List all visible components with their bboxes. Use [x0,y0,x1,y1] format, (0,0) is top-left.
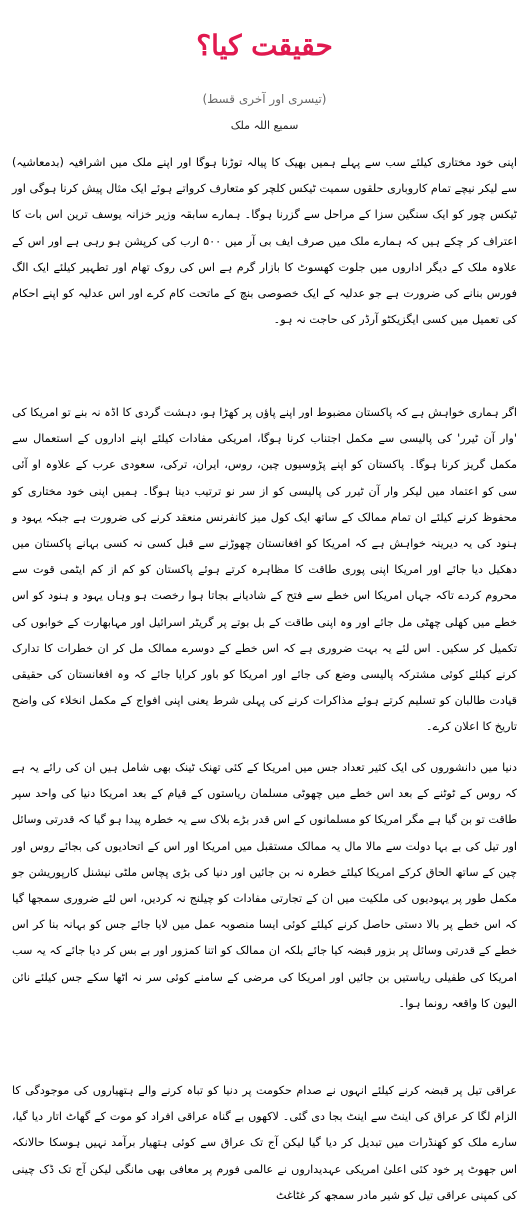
paragraph-2: اگر ہماری خواہش ہے کہ پاکستان مضبوط اور اپنے پاؤں پر کھڑا ہو، دہشت گردی کا اڈہ نہ بنے تو امریکا کی 'وار آن ٹیرر' کی پالیسی سے مکمل اجتناب کرنا ہوگا، امریکی مفادات کیلئے اپنے اداروں کے استعمال سے مکمل گریز کرنا ہوگا۔ پاکستان کو اپنے پڑوسیوں چین، روس، ایران، ترکی، سعودی عرب کے علاوہ او آئی سی کو اعتماد میں لیکر وار آن ٹیرر کی پالیسی کو از سر نو ترتیب دینا ہوگا۔ ہمیں اپنی خود مختاری کو محفوظ کرنے کیلئے ان تمام ممالک کے ساتھ ایک کول میز کانفرنس منعقد کرنے کی ضرورت ہے جبکہ یہود و ہنود کی یہ دیرینہ خواہش ہے کہ امریکا کو افغانستان چھوڑنے سے قبل کسی نہ کسی بہانے پاکستان میں دھکیل دیا جائے اور امریکا اپنی پوری طاقت کا مظاہرہ کرتے ہوئے پاکستان کو کم از کم ایٹمی قوت سے محروم کردے تاکہ جہاں امریکا اس خطے سے فتح کے شادیانے بجاتا ہوا رخصت ہو وہاں یہود و ہنود کو اس خطے میں کھلی چھٹی مل جائے اور وہ اپنی طاقت کے بل بوتے پر گریٹر اسرائیل اور مہابھارت کے خوابوں کی تکمیل کر سکیں۔ اس لئے یہ بہت ضروری ہے کہ اس خطے کے دوسرے ممالک مل کر ان خطرات کا تدارک کرنے کیلئے کوئی مشترکہ پالیسی وضع کی جائے اور امریکا کو باور کرایا جائے کہ وہ افغانستان کی حقیقی قیادت طالبان کو تسلیم کرتے ہوئے مذاکرات کرنے کی پہلی شرط یعنی اپنی افواج کے مکمل انخلاء کی واضح تاریخ کا اعلان کرے۔ [12,406,517,734]
article-subtitle: (تیسری اور آخری قسط) [202,92,327,106]
article-title: حقیقت کیا؟ [196,29,333,62]
paragraph-3: دنیا میں دانشوروں کی ایک کثیر تعداد جس میں امریکا کے کئی تھنک ٹینک بھی شامل ہیں ان کی رائے یہ ہے کہ روس کے ٹوٹنے کے بعد اس خطے میں چھوٹی مسلمان ریاستوں کے قیام کے بعد امریکا دنیا کی واحد سپر طاقت تو بن گیا ہے مگر امریکا کو مسلمانوں کے اس قدر بڑے بلاک سے یہ خطرہ پیدا ہو گیا کہ قدرتی وسائل اور تیل کی بے بہا دولت سے مالا مال یہ ممالک مستقبل میں امریکا اور اس کے اتحادیوں کی بجائے روس اور چین کے ساتھ الحاق کرکے امریکا کیلئے خطرہ نہ بن جائیں اور دنیا کی بڑی پچاس ملٹی نیشنل کارپوریشن جو مکمل طور پر یہودیوں کی ملکیت میں ان کے تجارتی مفادات کو چیلنج نہ کردیں، اس لئے ضروری سمجھا گیا کہ اس خطے پر بالا دستی حاصل کرنے کیلئے کوئی ایسا منصوبہ عمل میں لایا جائے جس کو بہانہ بنا کر اس خطے کے قدرتی وسائل پر بزور قبضہ کیا جائے بلکہ ان ممالک کو اتنا کمزور اور بے بس کر دیا جائے کہ یہ سب امریکا کی طفیلی ریاستیں بن جائیں اور امریکا کی مرضی کے سامنے کوئی سر نہ اٹھا سکے جس کیلئے نائن الیون کا واقعہ رونما ہوا۔ [12,761,517,1010]
paragraph-4: عراقی تیل پر قبضہ کرنے کیلئے انہوں نے صدام حکومت پر دنیا کو تباہ کرنے والے ہتھیاروں کی موجودگی کا الزام لگا کر عراق کی اینٹ سے اینٹ بجا دی گئی۔ لاکھوں بے گناہ عراقی افراد کو موت کے گھاٹ اتار دیا گیا، سارے ملک کو کھنڈرات میں تبدیل کر دیا گیا لیکن آج تک عراق سے کوئی ہتھیار برآمد نہیں ہوسکا حالانکہ اس جھوٹ پر خود کئی اعلیٰ امریکی عہدیداروں نے عالمی فورم پر معافی بھی مانگی لیکن آج تک ڈک چینی کی کمپنی عراقی تیل کو شیر مادر سمجھ کر غٹاغٹ [12,1084,517,1202]
paragraph-1: اپنی خود مختاری کیلئے سب سے پہلے ہمیں بھیک کا پیالہ توڑنا ہوگا اور اپنے ملک میں اشرافیہ (بدمعاشیہ) سے لیکر نیچے تمام کاروباری حلقوں سمیت ٹیکس کلچر کو متعارف کرواتے ہوئے ایک مثال پیش کرنا ہوگی اور ٹیکس چور کو ایک سنگین سزا کے مراحل سے گزرنا ہوگا۔ ہمارے سابقہ وزیر خزانہ یوسف ترین اس بات کا اعتراف کر چکے ہیں کہ ہمارے ملک میں صرف ایف بی آر میں ۵۰۰ ارب کی کرپشن ہو رہی ہے اور اس کے علاوہ ملک کے دیگر اداروں میں جلوت کھسوٹ کا بازار گرم ہے اس کی روک تھام اور تطہیر کیلئے ایک الگ فورس بنانے کی ضرورت ہے جو عدلیہ کے ایک خصوصی بنچ کے ماتحت کام کرے اور اس عدلیہ کو اپنے احکام کی تعمیل میں کسی ایگزیکٹو آرڈر کی حاجت نہ ہو۔ [12,156,517,327]
article-author: سمیع اللہ ملک [230,119,299,132]
